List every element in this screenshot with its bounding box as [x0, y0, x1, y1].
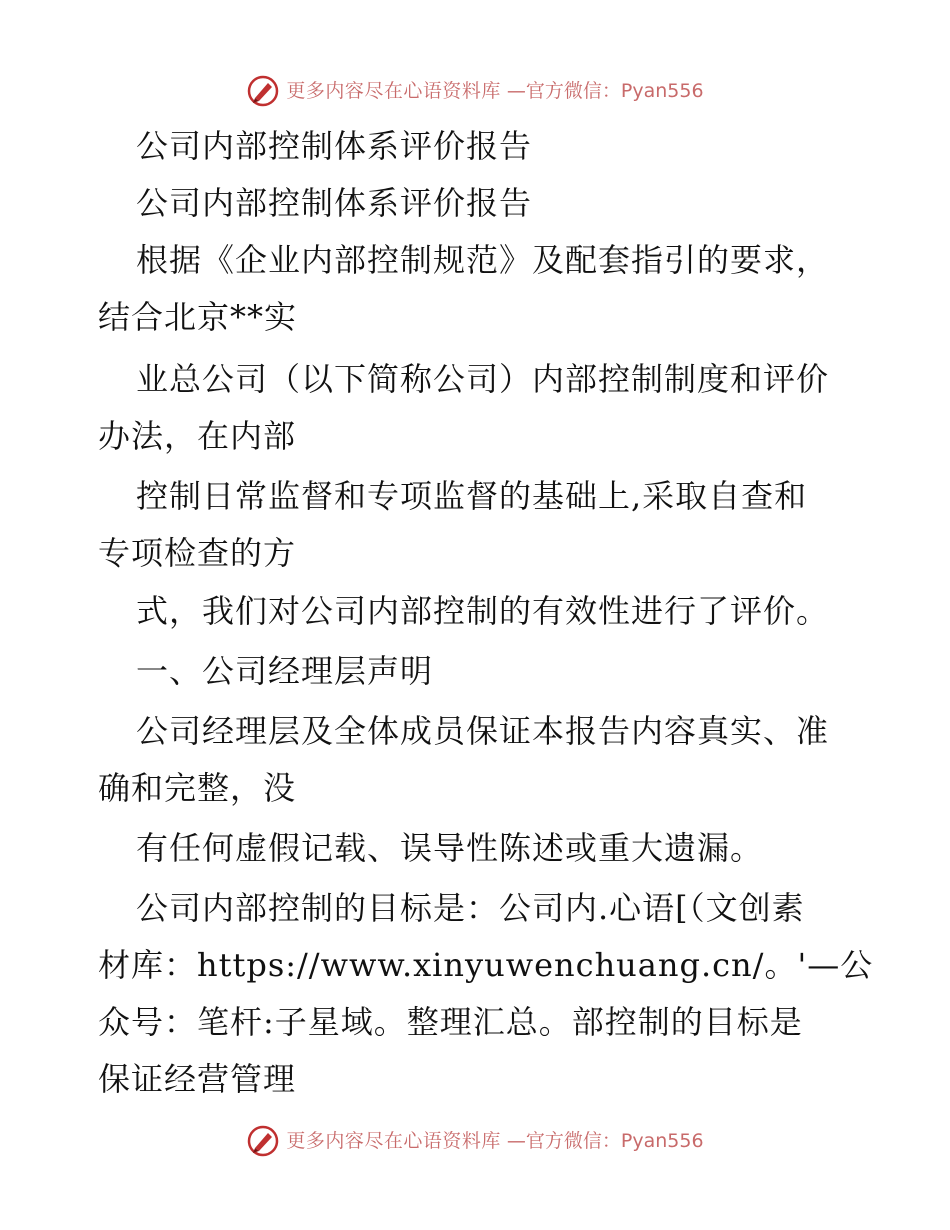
banner-contact: —官方微信：Pyan556 — [506, 1130, 704, 1152]
header-watermark-banner — [0, 74, 950, 108]
paragraph-line: 业总公司（以下简称公司）内部控制制度和评价 — [136, 360, 830, 398]
paragraph-line: 专项检查的方 — [98, 534, 297, 572]
pen-logo-icon — [246, 74, 280, 108]
paragraph-line: 确和完整，没 — [98, 769, 297, 807]
paragraph-line: 有任何虚假记载、误导性陈述或重大遗漏。 — [136, 829, 764, 867]
paragraph-line: 材库：https://www.xinyuwenchuang.cn/。'—公 — [98, 946, 874, 984]
paragraph-line: 控制日常监督和专项监督的基础上,采取自查和 — [136, 477, 808, 515]
paragraph-line: 众号：笔杆:子星域。整理汇总。部控制的目标是 — [98, 1003, 803, 1041]
paragraph-line: 公司经理层及全体成员保证本报告内容真实、准 — [136, 712, 830, 750]
footer-watermark-banner — [0, 1124, 950, 1158]
document-title-repeat: 公司内部控制体系评价报告 — [136, 184, 533, 222]
paragraph-line: 结合北京**实 — [98, 298, 298, 336]
paragraph-line: 保证经营管理 — [98, 1060, 297, 1098]
pen-logo-icon — [246, 1124, 280, 1158]
paragraph-line: 公司内部控制的目标是：公司内.心语[（文创素 — [136, 889, 805, 927]
section-heading: 一、公司经理层声明 — [136, 652, 434, 690]
document-title: 公司内部控制体系评价报告 — [136, 127, 533, 165]
banner-text: 更多内容尽在心语资料库 — [286, 1130, 501, 1152]
paragraph-line: 根据《企业内部控制规范》及配套指引的要求， — [136, 241, 830, 279]
banner-text: 更多内容尽在心语资料库 — [286, 80, 501, 102]
paragraph-line: 办法，在内部 — [98, 417, 297, 455]
paragraph-line: 式，我们对公司内部控制的有效性进行了评价。 — [136, 592, 830, 630]
banner-contact: —官方微信：Pyan556 — [506, 80, 704, 102]
